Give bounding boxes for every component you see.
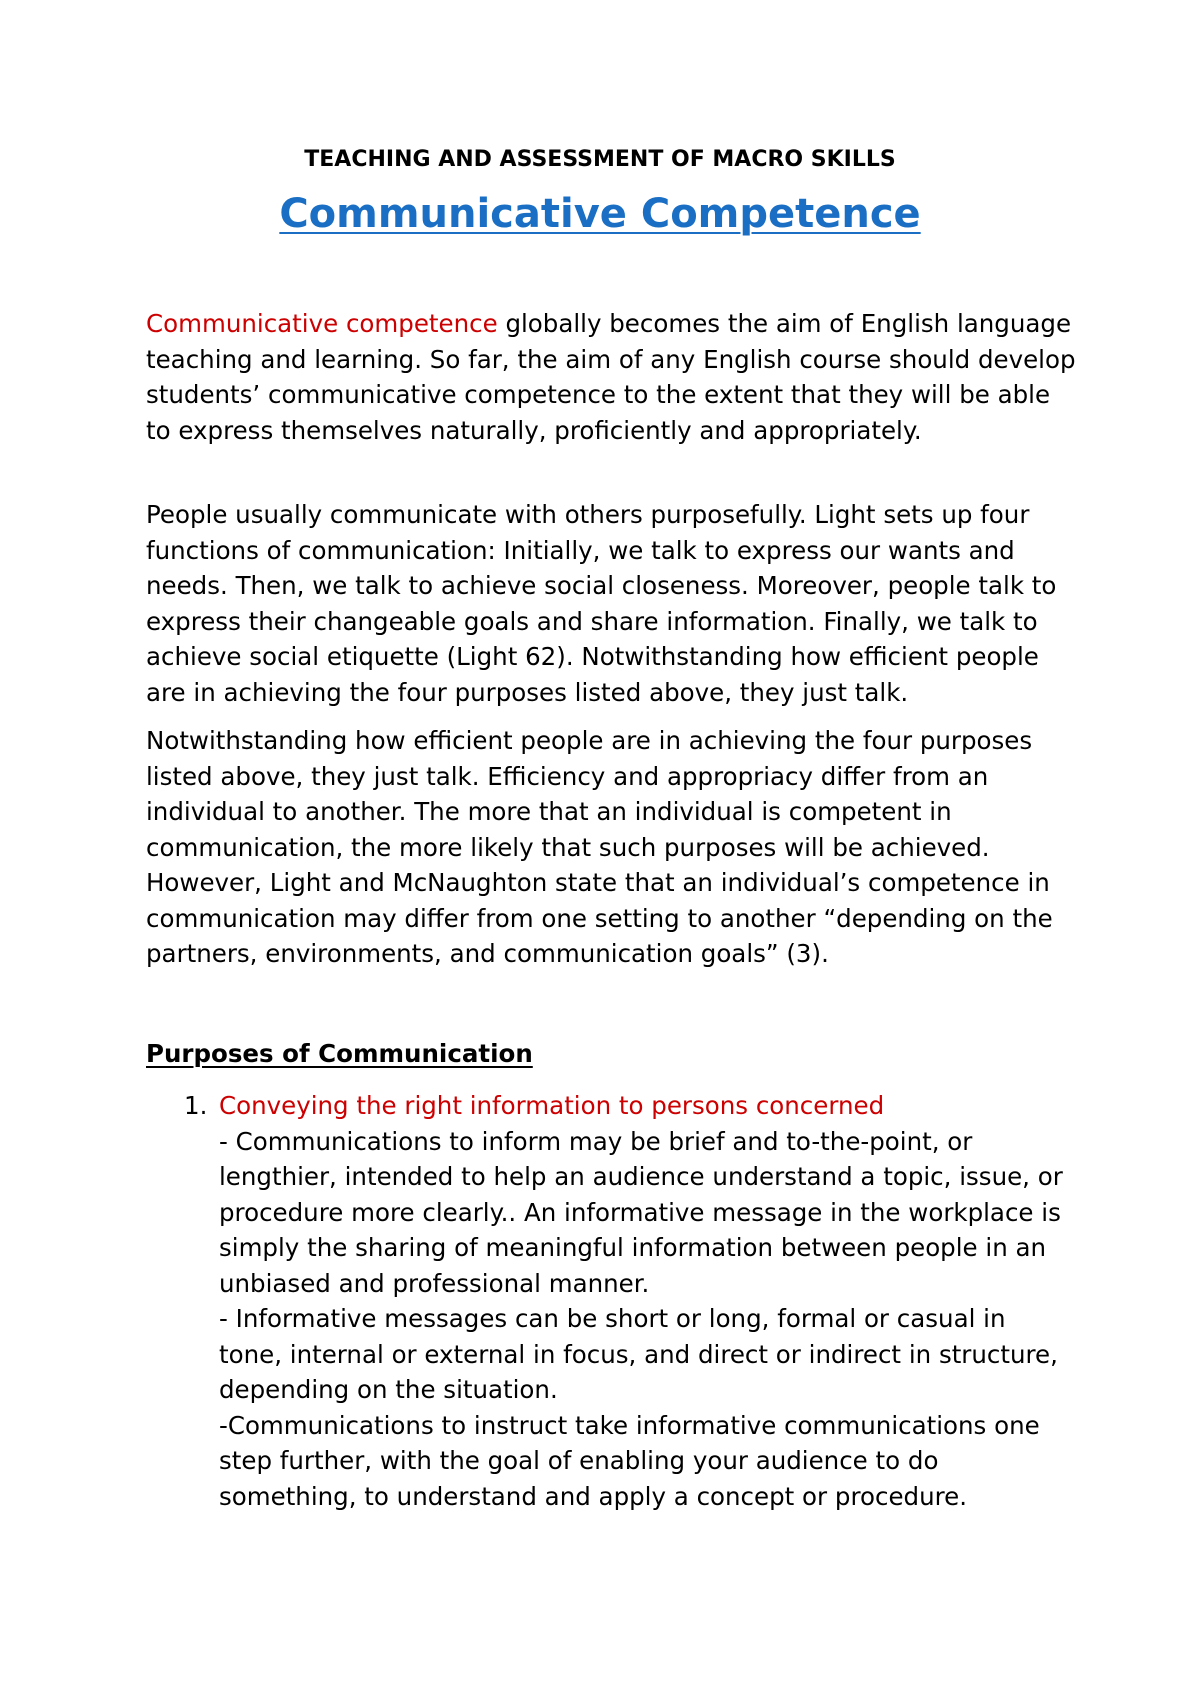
paragraph-intro-text: globally becomes the aim of English language teaching and learning. So far, the aim of any English course should develop students’ communicative competence to the extent that they will be able to express themselves naturally, proficiently and appropriately. [146,309,1076,445]
document-title-text: Communicative Competence [279,191,921,237]
paragraph-functions: People usually communicate with others purposefully. Light sets up four functions of communication: Initially, we talk to express our wants and needs. Then, we talk to achieve social closeness. Moreover, people talk to express their changeable goals and share information. Finally, we talk to achieve social etiquette (Light 62). Notwithstanding how efficient people are in achieving the four purposes listed above, they just talk. [146,500,1057,707]
document-title [0,188,1200,240]
highlight-term: Communicative competence [146,309,498,338]
list-item-point: - Informative messages can be short or long, formal or casual in tone, internal or external in focus, and direct or indirect in structure, depending on the situation. [219,1304,1058,1404]
course-title: TEACHING AND ASSESSMENT OF MACRO SKILLS [304,147,896,172]
purposes-list [146,1088,1076,1514]
list-item-point: - Communications to inform may be brief and to-the-point, or lengthier, intended to help an audience understand a topic, issue, or procedure more clearly.. An informative message in the workplace is simply the sharing of meaningful information between people in an unbiased and professional manner. [219,1126,1063,1298]
list-item-title: Conveying the right information to persons concerned [219,1091,885,1120]
paragraph-intro [146,306,1076,448]
list-item-point: -Communications to instruct take informative communications one step further, with the goal of enabling your audience to do something, to understand and apply a concept or procedure. [219,1410,1040,1511]
section-heading: Purposes of Communication [146,1039,533,1068]
paragraph-efficiency: Notwithstanding how efficient people are in achieving the four purposes listed above, they just talk. Efficiency and appropriacy differ from an individual to another. The more that an individual is competent in communication, the more likely that such purposes will be achieved. However, Light and McNaughton state that an individual’s competence in communication may differ from one setting to another “depending on the partners, environments, and communication goals” (3). [146,726,1053,968]
list-item [146,1088,1076,1514]
list-item-number: 1. [184,1091,208,1120]
